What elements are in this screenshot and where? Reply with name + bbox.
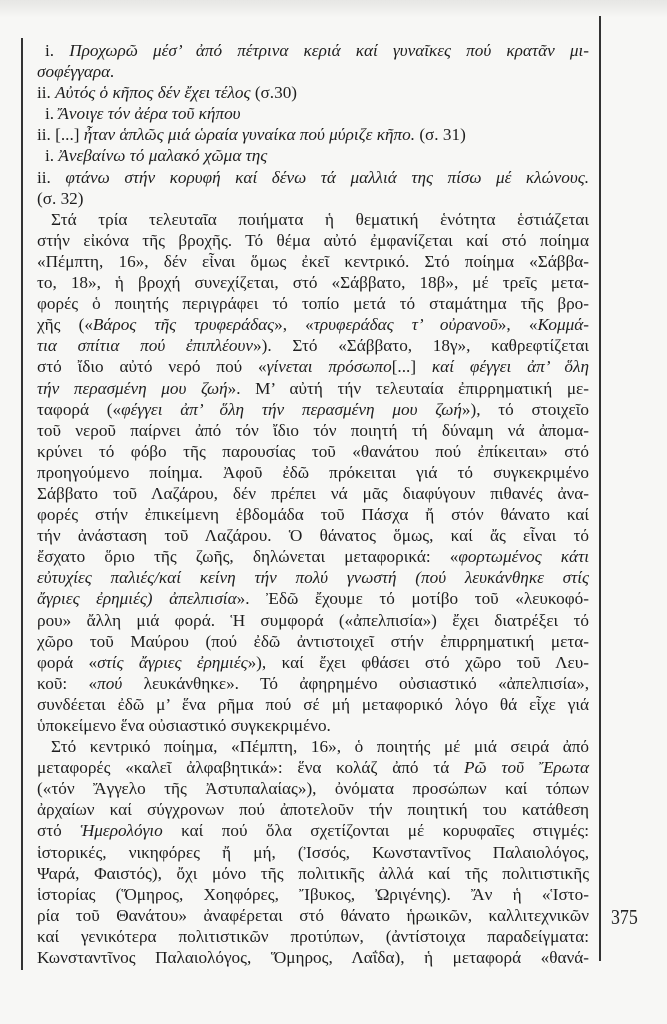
text-run: χῶρο τοῦ Μαύρου (πού ἐδῶ ἀντιστοιχεῖ στήν ἐπιρρηματική μετα- <box>37 631 589 651</box>
text-run: ii. [...] <box>37 125 84 145</box>
text-line <box>37 167 589 188</box>
text-line <box>37 546 589 567</box>
text-line <box>37 610 589 631</box>
text-line <box>37 715 589 736</box>
text-run: »). Στό «Σάββατο, 18γ», καθρεφτίζεται <box>253 336 589 356</box>
text-run: στό <box>37 821 81 841</box>
text-run: ii. <box>37 83 56 103</box>
text-line <box>37 504 589 525</box>
text-line <box>37 863 589 884</box>
italic-quote: Προχωρῶ μέσ’ ἀπό πέτρινα κεριά καί γυναῖκες πού κρατᾶν μι- <box>69 41 589 60</box>
text-line <box>37 441 589 462</box>
page-number: 375 <box>611 905 638 929</box>
text-run: ». Ἐδῶ ἔχουμε τό μοτίβο τοῦ «λευκοφό- <box>236 589 589 609</box>
text-run: ρία τοῦ Θανάτου» ἀναφέρεται στό θάνατο ἡρωικῶν, καλλιτεχνικῶν <box>37 905 589 925</box>
italic-quote: σοφέγγαρα. <box>37 62 115 82</box>
text-run: χῆς (« <box>37 315 93 335</box>
scan-shadow <box>0 0 667 18</box>
text-line <box>37 335 589 356</box>
text-run: συνδέεται ἐδῶ μ’ ἕνα ρῆμα πού σέ μή μεταφορικό λόγο θά εἶχε γιά <box>37 694 589 714</box>
text-line <box>37 399 589 420</box>
text-run: τοῦ νεροῦ παίρνει ἀπό τόν ἴδιο τόν ποιητή τή δύναμη νά ἀπομα- <box>37 420 589 440</box>
text-line <box>37 188 589 209</box>
italic-quote: ἦταν ἁπλῶς μιά ὡραία γυναίκα πού μύριζε κῆπο. <box>83 125 416 145</box>
text-line <box>37 842 589 863</box>
text-line <box>37 82 589 103</box>
text-run: στό ἴδιο αὐτό νερό πού « <box>37 357 267 377</box>
text-line <box>37 272 589 293</box>
italic-quote: ἄγριες ἐρημιές) ἀπελπισία <box>37 589 237 609</box>
text-line <box>37 588 589 609</box>
text-run: τήν ἀνάσταση τοῦ Λαζάρου. Ὁ θάνατος ὅμως, καί ἄς εἶναι τό <box>37 526 589 546</box>
text-run: Σάββατο τοῦ Λαζάρου, δέν πρέπει νά μᾶς διαφύγουν πιθανές ἀνα- <box>37 483 589 503</box>
text-line <box>37 420 589 441</box>
text-run: i. <box>45 41 70 60</box>
text-run: φορά « <box>37 652 98 672</box>
text-run: προηγούμενο ποίημα. Ἀφοῦ ἐδῶ πρόκειται γιά τό συγκεκριμένο <box>37 462 589 482</box>
text-run: ii. <box>37 167 66 187</box>
text-run: »), τό στοιχεῖο <box>461 399 589 419</box>
text-run: «Πέμπτη, 16», δέν εἶναι ὅμως ἐκεῖ κεντρικό. Στό ποίημα «Σάββα- <box>37 251 589 271</box>
text-run: στήν εἰκόνα τῆς βροχῆς. Τό θέμα αὐτό ἐμφανίζεται καί στό ποίημα <box>37 230 589 250</box>
italic-quote: Κομμά- <box>537 315 590 335</box>
text-run: ὑποκείμενο ἕνα οὐσιαστικό συγκεκριμένο. <box>37 716 331 735</box>
text-line <box>37 778 589 799</box>
italic-quote: Ἀνεβαίνω τό μαλακό χῶμα της <box>58 146 268 166</box>
italic-quote: τήν περασμένη μου ζωή <box>37 378 228 398</box>
text-run: μεταφορές «καλεῖ ἀλφαβητικά»: ἕνα κολάζ ἀπό τά <box>37 758 464 778</box>
text-run: (σ.30) <box>250 83 298 103</box>
text-run: καί πού ὅλα σχετίζονται μέ κορυφαῖες στιγμές: <box>162 821 589 841</box>
text-line <box>37 462 589 483</box>
text-run: ». Μ’ αὐτή τήν τελευταία ἐπιρρηματική με- <box>227 378 589 398</box>
text-run: ἱστορικές, νικηφόρες ἤ μή, (Ἰσσός, Κωνσταντῖνος Παλαιολόγος, <box>37 842 589 862</box>
italic-quote: Βάρος τῆς τρυφεράδας <box>92 315 275 335</box>
text-line <box>37 40 589 61</box>
text-line <box>37 905 589 926</box>
text-line <box>37 652 589 673</box>
italic-quote: τρυφεράδας τ’ οὐρανοῦ <box>313 315 498 335</box>
text-run: ταφορά (« <box>37 399 122 419</box>
text-line <box>37 926 589 947</box>
italic-quote: εὐτυχίες παλιές/καί κείνη τήν πολύ γνωστή (πού λευκάνθηκε στίς <box>37 568 589 588</box>
text-run: ἱστορίας (Ὅμηρος, Χοηφόρες, Ἴβυκος, Ὠριγένης). Ἄν ἡ «Ἱστο- <box>37 884 589 904</box>
left-margin-rule <box>21 38 23 970</box>
text-run: Ψαρά, Φαιστός), ὄχι μόνο τῆς πολιτικῆς ἀλλά καί τῆς πολιτιστικῆς <box>37 863 589 883</box>
text-line <box>37 947 589 968</box>
text-run: φορές ὁ ποιητής περιγράφει τό τοπίο μετά τό σταμάτημα τῆς βρο- <box>37 294 589 314</box>
text-run: (σ. 32) <box>37 188 84 208</box>
text-run: ἔσχατο ὅριο τῆς ζωῆς, δηλώνεται μεταφορικά: « <box>37 547 459 567</box>
text-line <box>37 525 589 546</box>
text-line <box>37 799 589 820</box>
text-line <box>37 251 589 272</box>
text-line <box>37 293 589 314</box>
text-run: »), καί ἔχει φθάσει στό χῶρο τοῦ Λευ- <box>247 652 589 672</box>
text-line <box>37 567 589 588</box>
italic-quote: Ἄνοιγε τόν ἀέρα τοῦ κήπου <box>58 104 241 124</box>
text-line <box>37 631 589 652</box>
text-line <box>37 820 589 841</box>
text-run: Κωνσταντῖνος Παλαιολόγος, Ὅμηρος, Λαΐδα), ἡ μεταφορά «θανά- <box>37 948 589 968</box>
italic-quote: πού <box>97 673 123 693</box>
text-line <box>37 314 589 335</box>
right-margin-rule <box>599 16 601 961</box>
text-line <box>37 103 589 124</box>
text-run: (σ. 31) <box>415 125 466 145</box>
text-line <box>37 378 589 399</box>
text-run: ρου» ἄλλη μιά φορά. Ἡ συμφορά («ἀπελπισία») ἔχει διατρέξει τό <box>37 610 589 630</box>
text-line <box>37 61 589 82</box>
italic-quote: φορτωμένος κάτι <box>458 547 590 567</box>
text-line <box>37 145 589 166</box>
text-line <box>37 483 589 504</box>
text-run: Στό κεντρικό ποίημα, «Πέμπτη, 16», ὁ ποιητής μέ μιά σειρά ἀπό <box>51 737 589 757</box>
text-line <box>37 673 589 694</box>
text-run: [...] <box>391 357 432 377</box>
text-line <box>37 884 589 905</box>
text-run: φορές στήν ἐπικείμενη ἑβδομάδα τοῦ Πάσχα ἤ στόν θάνατο καί <box>37 505 589 525</box>
text-run: κοῦ: « <box>37 673 98 693</box>
text-line <box>37 694 589 715</box>
text-run: i. <box>45 104 59 124</box>
text-run: Στά τρία τελευταῖα ποιήματα ἡ θεματική ἑνότητα ἑστιάζεται <box>51 209 589 229</box>
text-run: λευκάνθηκε». Τό ἀφηρημένο οὐσιαστικό «ἀπελπισία», <box>122 673 589 693</box>
text-run: καί γενικότερα πολιτιστικῶν προτύπων, (ἀντίστοιχα παραδείγματα: <box>37 926 589 946</box>
italic-quote: γίνεται πρόσωπο <box>266 357 392 377</box>
text-line <box>37 230 589 251</box>
text-run: («τόν Ἄγγελο τῆς Ἀστυπαλαίας»), ὀνόματα προσώπων καί τόπων <box>37 779 589 799</box>
text-line <box>37 757 589 778</box>
italic-quote: τια σπίτια πού ἐπιπλέουν <box>37 336 254 356</box>
text-run: το, 18», ἡ βροχή συνεχίζεται, στό «Σάββατο, 18β», μέ τρεῖς μετα- <box>37 273 589 293</box>
body-text <box>37 40 589 968</box>
text-line <box>37 356 589 377</box>
italic-quote: Αὐτός ὁ κῆπος δέν ἔχει τέλος <box>55 83 251 103</box>
text-line <box>37 209 589 230</box>
text-line <box>37 736 589 757</box>
text-line <box>37 124 589 145</box>
italic-quote: Ρῶ τοῦ Ἔρωτα <box>463 758 589 778</box>
text-run: κρύνει τό φόβο τῆς παρουσίας τοῦ «θανάτου πού ἐπίκειται» στό <box>37 441 589 461</box>
text-run: », « <box>274 315 314 335</box>
italic-quote: φέγγει ἀπ’ ὅλη τήν περασμένη μου ζωή <box>121 399 462 419</box>
italic-quote: φτάνω στήν κορυφή καί δένω τά μαλλιά της πίσω μέ κλώνους. <box>65 167 589 187</box>
text-run: i. <box>45 146 59 166</box>
text-run: », « <box>497 315 538 335</box>
italic-quote: στίς ἄγριες ἐρημιές <box>97 652 248 672</box>
italic-quote: Ἡμερολόγιο <box>80 821 163 841</box>
text-run: ἀρχαίων καί σύγχρονων πού ἀποτελοῦν τήν ποιητική του κατάθεση <box>37 800 589 820</box>
italic-quote: καί φέγγει ἀπ’ ὅλη <box>431 357 589 377</box>
